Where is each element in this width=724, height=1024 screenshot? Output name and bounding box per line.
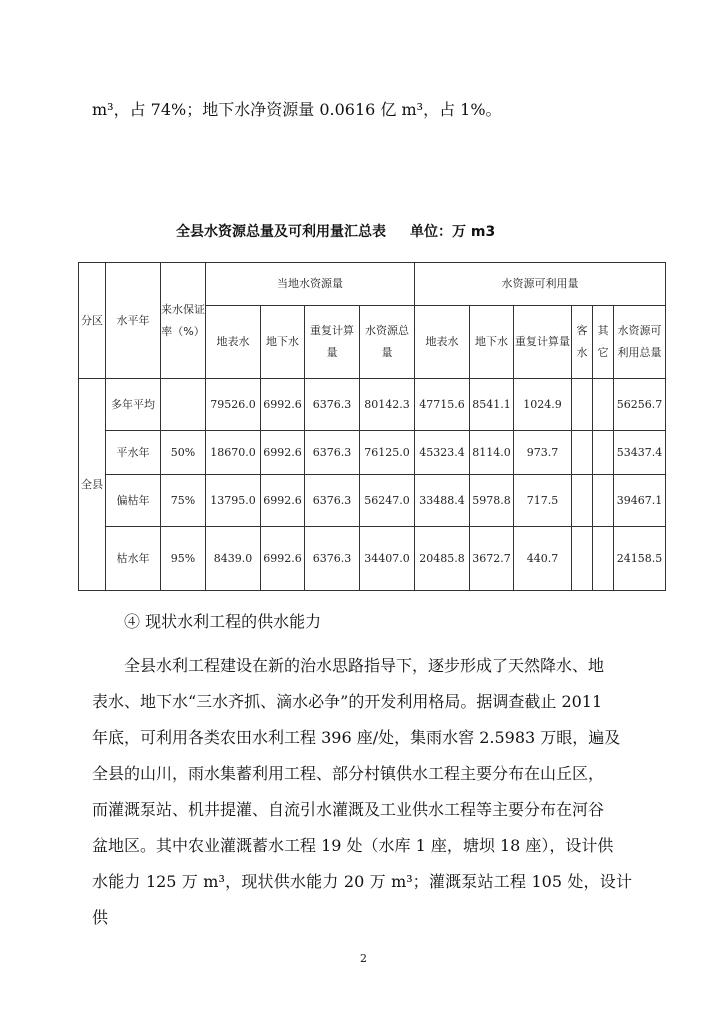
cell-ground: 6992.6 [261,527,305,591]
table-row [79,379,666,431]
cell-guest [572,431,593,475]
header-usable-resources: 水资源可利用量 [415,263,666,306]
header-other: 其它 [593,306,614,379]
cell-guest [572,475,593,527]
cell-other [593,431,614,475]
cell-guest [572,379,593,431]
table-row [79,527,666,591]
cell-usable-repeat: 973.7 [514,431,572,475]
cell-usable-surface: 33488.4 [415,475,470,527]
cell-ground: 6992.6 [261,379,305,431]
header-local-repeat: 重复计算量 [305,306,360,379]
header-guarantee-rate: 来水保证率（%） [161,263,206,379]
paragraph-line: 全县的山川，雨水集蓄利用工程、部分村镇供水工程主要分布在山丘区， [92,764,605,783]
cell-repeat: 6376.3 [305,431,360,475]
cell-rate: 95% [161,527,206,591]
cell-ground: 6992.6 [261,431,305,475]
paragraph-line: 全县水利工程建设在新的治水思路指导下，逐步形成了天然降水、地 [124,656,605,675]
region-cell: 全县 [79,379,106,591]
cell-rate: 50% [161,431,206,475]
cell-total: 76125.0 [360,431,415,475]
cell-ground: 6992.6 [261,475,305,527]
header-usable-surface: 地表水 [415,306,470,379]
cell-usable-ground: 8541.1 [470,379,514,431]
cell-guest [572,527,593,591]
header-local-surface: 地表水 [206,306,261,379]
paragraph-line: 表水、地下水“三水齐抓、滴水必争”的开发利用格局。据调查截止 2011 [92,692,603,711]
cell-total: 56247.0 [360,475,415,527]
table-row [79,475,666,527]
cell-total: 80142.3 [360,379,415,431]
paragraph-line: 年底，可利用各类农田水利工程 396 座/处，集雨水窖 2.5983 万眼，遍及 [92,728,621,747]
cell-repeat: 6376.3 [305,475,360,527]
table-title [176,222,495,242]
cell-usable-surface: 47715.6 [415,379,470,431]
cell-surface: 13795.0 [206,475,261,527]
header-usable-total: 水资源可利用总量 [614,306,666,379]
cell-usable-surface: 45323.4 [415,431,470,475]
section-heading: ④ 现状水利工程的供水能力 [124,612,322,631]
table-unit: 单位：万 m3 [410,224,496,240]
header-usable-repeat: 重复计算量 [514,306,572,379]
top-text-line: m³，占 74%；地下水净资源量 0.0616 亿 m³，占 1%。 [92,100,502,119]
cell-usable-total: 56256.7 [614,379,666,431]
header-local-resources: 当地水资源量 [206,263,415,306]
cell-repeat: 6376.3 [305,379,360,431]
cell-usable-surface: 20485.8 [415,527,470,591]
cell-level: 多年平均 [106,379,161,431]
paragraph-line: 盆地区。其中农业灌溉蓄水工程 19 处（水库 1 座，塘坝 18 座），设计供 [92,836,614,855]
cell-total: 34407.0 [360,527,415,591]
page-number: 2 [360,952,367,965]
table-row [79,431,666,475]
cell-other [593,379,614,431]
water-resources-table [78,262,666,591]
paragraph-line: 而灌溉泵站、机井提灌、自流引水灌溉及工业供水工程等主要分布在河谷 [92,800,605,819]
header-local-ground: 地下水 [261,306,305,379]
header-guest-water: 客水 [572,306,593,379]
cell-usable-ground: 5978.8 [470,475,514,527]
header-usable-ground: 地下水 [470,306,514,379]
cell-usable-repeat: 1024.9 [514,379,572,431]
cell-level: 平水年 [106,431,161,475]
header-local-total: 水资源总量 [360,306,415,379]
cell-usable-total: 39467.1 [614,475,666,527]
cell-other [593,527,614,591]
cell-usable-total: 24158.5 [614,527,666,591]
cell-usable-ground: 3672.7 [470,527,514,591]
paragraph-line: 水能力 125 万 m³，现状供水能力 20 万 m³；灌溉泵站工程 105 处，设计供 [92,872,632,927]
cell-rate: 75% [161,475,206,527]
header-district: 分区 [79,263,106,379]
cell-rate [161,379,206,431]
cell-surface: 18670.0 [206,431,261,475]
cell-usable-repeat: 717.5 [514,475,572,527]
cell-surface: 79526.0 [206,379,261,431]
header-year-level: 水平年 [106,263,161,379]
cell-level: 偏枯年 [106,475,161,527]
cell-usable-total: 53437.4 [614,431,666,475]
cell-repeat: 6376.3 [305,527,360,591]
cell-surface: 8439.0 [206,527,261,591]
cell-usable-repeat: 440.7 [514,527,572,591]
cell-usable-ground: 8114.0 [470,431,514,475]
table-title-text: 全县水资源总量及可利用量汇总表 [176,224,386,240]
cell-level: 枯水年 [106,527,161,591]
cell-other [593,475,614,527]
